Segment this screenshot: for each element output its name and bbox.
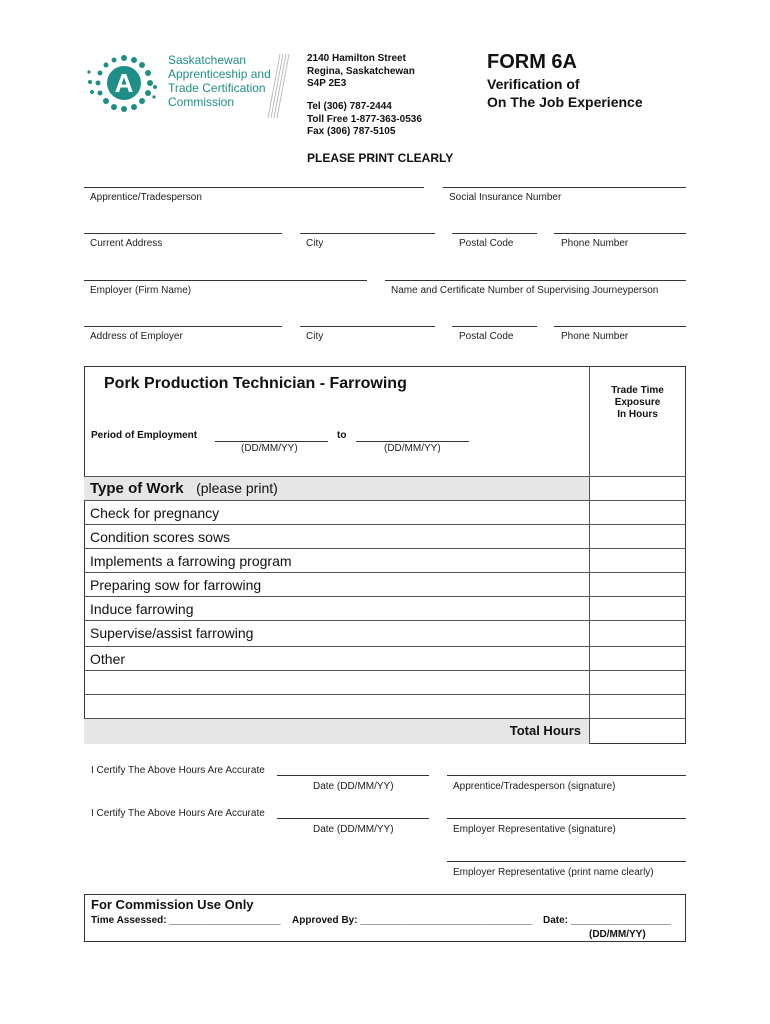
- city1-line[interactable]: [300, 233, 435, 234]
- sin-label: Social Insurance Number: [449, 192, 562, 203]
- apprentice-signature-label: Apprentice/Tradesperson (signature): [453, 781, 616, 792]
- trade-time-line-1: Trade Time: [611, 385, 664, 396]
- logo-text: [168, 53, 271, 109]
- period-to: to: [337, 430, 347, 441]
- task-hours-cell[interactable]: [589, 646, 686, 670]
- apprentice-signature-line[interactable]: [447, 775, 686, 776]
- logo-line-4: Commission: [168, 95, 235, 109]
- certify-date-2-line[interactable]: [277, 818, 429, 819]
- logo-stripes-icon: [262, 52, 292, 122]
- apprentice-label: Apprentice/Tradesperson: [90, 192, 202, 203]
- type-of-work-label: Type of Work: [90, 480, 184, 497]
- commission-title: For Commission Use Only: [91, 897, 254, 912]
- certify-date-1-label: Date (DD/MM/YY): [313, 781, 394, 792]
- commission-date-field[interactable]: Date: __________________: [543, 915, 671, 926]
- logo-emblem-icon: [84, 52, 164, 122]
- task-hours-cell[interactable]: [589, 596, 686, 620]
- current-address-label: Current Address: [90, 238, 163, 249]
- period-label: Period of Employment: [91, 430, 198, 441]
- approved-by-field[interactable]: Approved By: _______________________________: [292, 915, 533, 926]
- certify-date-1-line[interactable]: [277, 775, 429, 776]
- phone2-line[interactable]: [554, 326, 686, 327]
- period-start-format: (DD/MM/YY): [241, 443, 298, 454]
- tel-line: Tel (306) 787-2444: [307, 101, 392, 112]
- form-title-line-1: Verification of: [487, 76, 580, 92]
- trade-time-line-3: In Hours: [617, 409, 658, 420]
- journeyperson-label: Name and Certificate Number of Supervising Journeyperson: [391, 285, 659, 296]
- task-hours-cell[interactable]: [589, 670, 686, 694]
- logo-line-2: Apprenticeship and: [168, 67, 271, 81]
- task-hours-cell[interactable]: [589, 500, 686, 524]
- phone1-label: Phone Number: [561, 238, 629, 249]
- employer-signature-label: Employer Representative (signature): [453, 824, 616, 835]
- type-of-work-header: [84, 476, 589, 500]
- period-end-line[interactable]: [356, 441, 469, 442]
- task-row[interactable]: [84, 694, 589, 720]
- fax-line: Fax (306) 787-5105: [307, 126, 396, 137]
- address-line-1: 2140 Hamilton Street: [307, 53, 406, 64]
- form-title-line-2: On The Job Experience: [487, 94, 643, 110]
- task-hours-cell[interactable]: [589, 548, 686, 572]
- current-address-line[interactable]: [84, 233, 282, 234]
- period-end-format: (DD/MM/YY): [384, 443, 441, 454]
- task-row[interactable]: Supervise/assist farrowing: [84, 620, 589, 644]
- employer-address-line[interactable]: [84, 326, 282, 327]
- task-hours-cell[interactable]: [589, 694, 686, 720]
- postal2-label: Postal Code: [459, 331, 514, 342]
- address-line-2: Regina, Saskatchewan: [307, 65, 415, 77]
- logo-letter: A: [114, 68, 134, 98]
- total-hours-cell[interactable]: [589, 718, 686, 744]
- sin-line[interactable]: [443, 187, 686, 188]
- contact-info: [307, 101, 422, 139]
- task-row[interactable]: Condition scores sows: [84, 524, 589, 548]
- phone2-label: Phone Number: [561, 331, 629, 342]
- certify-date-2-label: Date (DD/MM/YY): [313, 824, 394, 835]
- total-hours-label: Total Hours: [509, 723, 581, 738]
- city1-label: City: [306, 238, 324, 249]
- print-instruction: PLEASE PRINT CLEARLY: [307, 151, 454, 165]
- task-hours-cell[interactable]: [589, 524, 686, 548]
- employer-print-name-line[interactable]: [447, 861, 686, 862]
- type-of-work-hours-header: [589, 476, 686, 500]
- city2-label: City: [306, 331, 324, 342]
- postal1-label: Postal Code: [459, 238, 514, 249]
- employer-signature-line[interactable]: [447, 818, 686, 819]
- city2-line[interactable]: [300, 326, 435, 327]
- task-row[interactable]: Check for pregnancy: [84, 500, 589, 524]
- employer-print-name-label: Employer Representative (print name clearly): [453, 867, 654, 878]
- address-line-3: S4P 2E3: [307, 78, 347, 89]
- certify-statement-1: I Certify The Above Hours Are Accurate: [91, 765, 265, 776]
- task-row[interactable]: Induce farrowing: [84, 596, 589, 620]
- certify-statement-2: I Certify The Above Hours Are Accurate: [91, 808, 265, 819]
- journeyperson-line[interactable]: [385, 280, 686, 281]
- period-start-line[interactable]: [215, 441, 328, 442]
- form-title: [487, 75, 643, 111]
- task-row[interactable]: [84, 670, 589, 694]
- task-row[interactable]: Other: [84, 646, 589, 670]
- task-row[interactable]: Implements a farrowing program: [84, 548, 589, 572]
- logo-line-1: Saskatchewan: [168, 53, 247, 67]
- employer-line[interactable]: [84, 280, 367, 281]
- commission-date-format: (DD/MM/YY): [589, 929, 646, 940]
- task-row[interactable]: Preparing sow for farrowing: [84, 572, 589, 596]
- postal1-line[interactable]: [452, 233, 537, 234]
- please-print-label: (please print): [196, 480, 278, 496]
- section-title: Pork Production Technician - Farrowing: [104, 375, 407, 392]
- trade-time-line-2: Exposure: [614, 397, 661, 408]
- logo-line-3: Trade Certification: [168, 81, 266, 95]
- phone1-line[interactable]: [554, 233, 686, 234]
- employer-label: Employer (Firm Name): [90, 285, 192, 296]
- office-address: [307, 53, 415, 91]
- form-number: FORM 6A: [487, 51, 577, 73]
- apprentice-line[interactable]: [84, 187, 424, 188]
- total-hours-row: [84, 718, 589, 744]
- tollfree-line: Toll Free 1-877-363-0536: [307, 113, 422, 125]
- trade-time-header: [589, 385, 686, 421]
- task-hours-cell[interactable]: [589, 620, 686, 644]
- task-hours-cell[interactable]: [589, 572, 686, 596]
- time-assessed-field[interactable]: Time Assessed: ____________________: [91, 915, 281, 926]
- commission-logo: [84, 52, 284, 122]
- employer-address-label: Address of Employer: [90, 331, 183, 342]
- postal2-line[interactable]: [452, 326, 537, 327]
